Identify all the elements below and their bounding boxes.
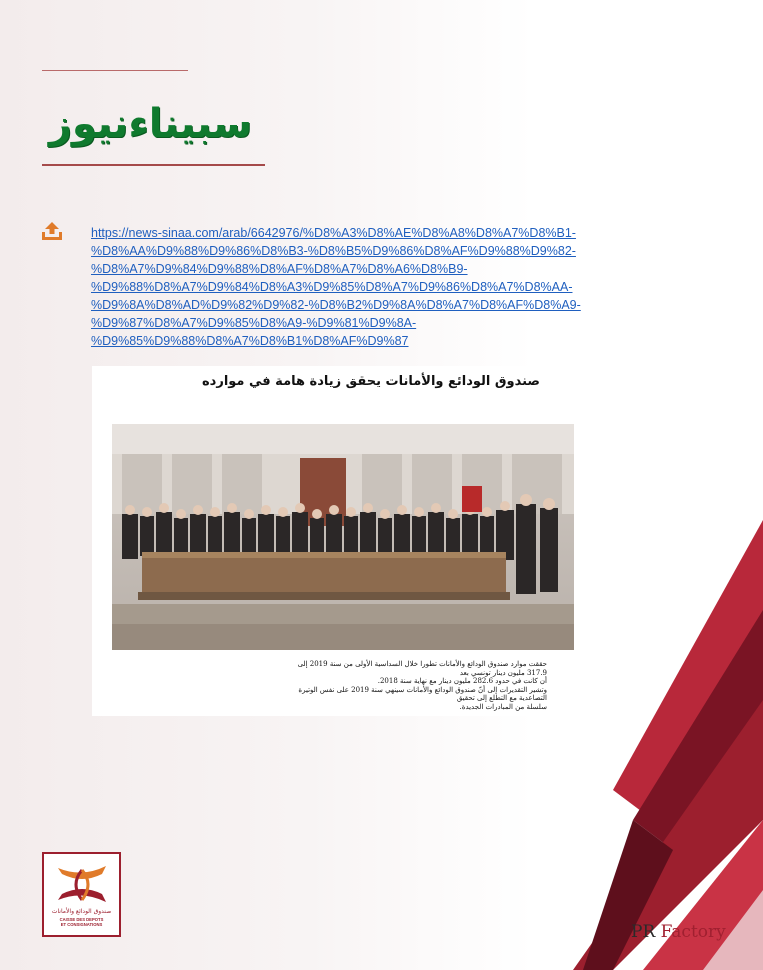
cdc-emblem-icon — [52, 860, 112, 908]
article-headline: صندوق الودائع والأمانات يحقق زيادة هامة في موارده — [201, 374, 540, 389]
sinaa-news-logo: سبيناءنيوز — [48, 101, 253, 147]
brand-factory: Factory — [660, 922, 726, 942]
article-url-link[interactable]: https://news-sinaa.com/arab/6642976/%D8%A3%D8%AE%D8%A8%D8%A7%D8%B1- %D8%AA%D9%88%D9%86%D8%B3-%D8%B5%D9%86%D8%AF%D9%88%D9%82- %D8%A7%D9%84%D9%88%D8%AF%D8%A7%D8%A6%D8%B9- %D9%88%D8%A7%D9%84%D8%A3%D9%85%D8%A7%D9%86%D8%A7%D8%AA- %D9%8A%D8%AD%D9%82%D9%82-%D8%B2%D9%8A%D8%A7%D8%AF%D8%A9- %D9%87%D8%A7%D9%85%D8%A9-%D9%81%D9%8A- %D9%85%D9%88%D8%A7%D8%B1%D8%AF%D9%87 — [91, 226, 581, 348]
pr-factory-brand — [631, 922, 726, 942]
brand-pr: PR — [631, 922, 656, 942]
article-body: حققت موارد صندوق الودائع والأمانات تطورا خلال السداسية الأولى من سنة 2019 إلى 317.9 مليون دينار تونسي بعد أن كانت في حدود 282.6 مليون دينار مع نهاية سنة 2018. وتشير التقديرات إلى أنّ صندوق الودائع والأمانات سينهي سنة 2019 على نفس الوتيرة التصاعدية مع التطلع إلى تحقيق سلسلة من المبادرات الجديدة. — [297, 660, 547, 711]
top-rule — [42, 70, 188, 71]
bottom-rule — [42, 164, 265, 166]
cdc-logo — [42, 852, 121, 937]
upload-share-icon[interactable] — [40, 220, 64, 242]
logo-arabic-text: صندوق الودائع والأمانات — [51, 908, 112, 915]
logo-french-text: CAISSE DES DEPOTS ET CONSIGNATIONS — [59, 917, 104, 927]
decorative-ribbon-graphic — [503, 520, 763, 970]
